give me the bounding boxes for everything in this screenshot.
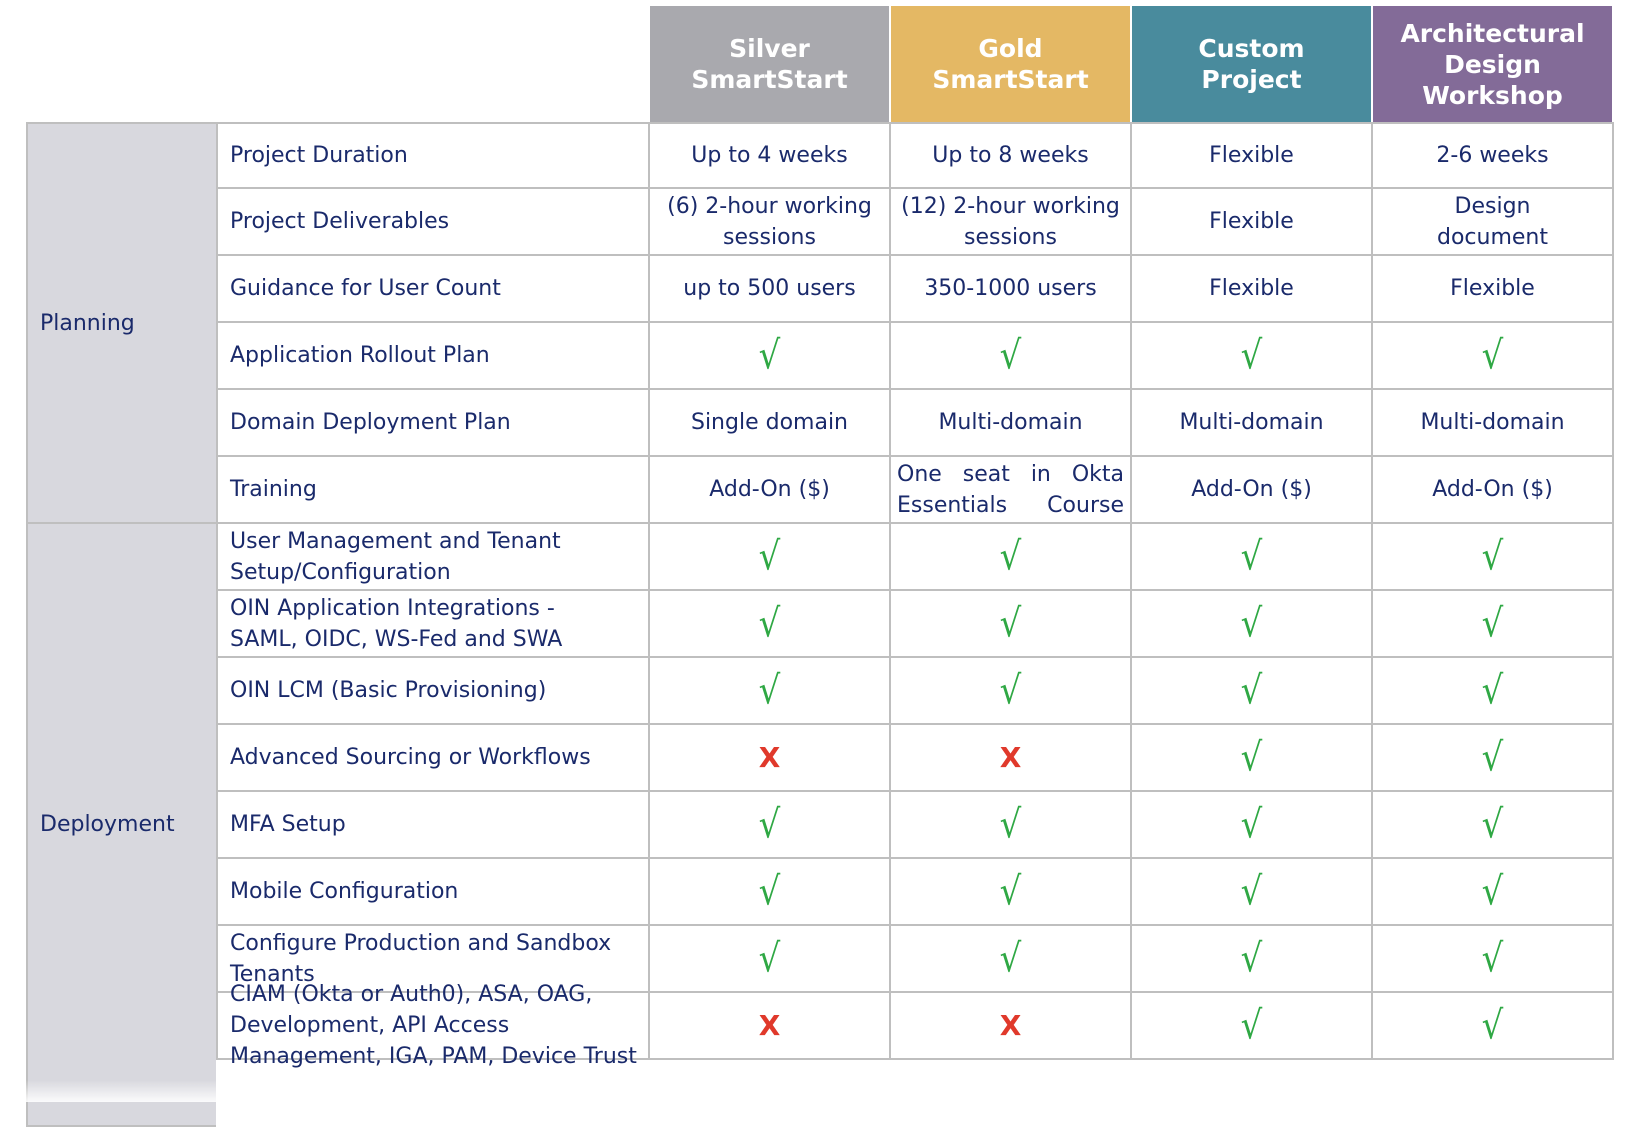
value-cell xyxy=(891,524,1132,591)
column-header-gold-smartstart xyxy=(891,6,1132,122)
feature-cell xyxy=(216,256,650,323)
value-cell xyxy=(891,859,1132,926)
check-icon: √ xyxy=(1240,332,1263,379)
check-icon: √ xyxy=(1481,667,1504,714)
value-text: (6) 2-hour working sessions xyxy=(667,193,872,250)
value-text: Design document xyxy=(1437,193,1548,250)
value-cell xyxy=(650,524,891,591)
check-icon: √ xyxy=(999,667,1022,714)
value-cell xyxy=(1132,926,1373,993)
value-cell xyxy=(1132,524,1373,591)
value-text: 350-1000 users xyxy=(924,276,1097,301)
feature-label: OIN LCM (Basic Provisioning) xyxy=(230,678,547,703)
check-icon: √ xyxy=(758,600,781,647)
value-text: Multi-domain xyxy=(938,410,1083,435)
value-cell xyxy=(1132,390,1373,457)
category-deployment xyxy=(26,524,216,1127)
check-icon: √ xyxy=(999,533,1022,580)
value-text: Multi-domain xyxy=(1420,410,1565,435)
value-cell xyxy=(891,792,1132,859)
feature-label: Application Rollout Plan xyxy=(230,343,490,368)
value-cell xyxy=(650,256,891,323)
check-icon: √ xyxy=(999,801,1022,848)
value-cell xyxy=(891,993,1132,1060)
value-text: Add-On ($) xyxy=(1432,477,1553,502)
value-cell xyxy=(650,926,891,993)
value-cell xyxy=(1132,591,1373,658)
check-icon: √ xyxy=(999,332,1022,379)
value-text: up to 500 users xyxy=(683,276,856,301)
cross-icon: X xyxy=(999,740,1022,774)
value-cell xyxy=(650,457,891,524)
feature-cell xyxy=(216,457,650,524)
value-cell xyxy=(650,390,891,457)
feature-label: Guidance for User Count xyxy=(230,276,501,301)
value-text: Flexible xyxy=(1450,276,1535,301)
value-cell xyxy=(1132,792,1373,859)
feature-label: User Management and Tenant Setup/Configuration xyxy=(230,528,561,585)
check-icon: √ xyxy=(1481,600,1504,647)
value-cell xyxy=(1373,859,1614,926)
check-icon: √ xyxy=(758,667,781,714)
value-text: 2-6 weeks xyxy=(1436,143,1549,168)
value-cell xyxy=(650,993,891,1060)
value-text: Up to 8 weeks xyxy=(932,143,1089,168)
column-header-silver-smartstart xyxy=(650,6,891,122)
value-text: Flexible xyxy=(1209,276,1294,301)
column-header-custom-project xyxy=(1132,6,1373,122)
feature-cell xyxy=(216,524,650,591)
feature-cell xyxy=(216,189,650,256)
feature-label: Project Deliverables xyxy=(230,209,450,234)
column-header-label: Gold SmartStart xyxy=(932,34,1089,94)
value-cell xyxy=(1373,323,1614,390)
feature-label: Project Duration xyxy=(230,143,408,168)
value-cell xyxy=(650,189,891,256)
feature-label: CIAM (Okta or Auth0), ASA, OAG, Development, API Access Management, IGA, PAM, Device Trust xyxy=(230,982,637,1069)
value-cell xyxy=(1373,792,1614,859)
check-icon: √ xyxy=(999,600,1022,647)
value-cell xyxy=(650,122,891,189)
value-cell xyxy=(891,390,1132,457)
cross-icon: X xyxy=(758,740,781,774)
check-icon: √ xyxy=(1481,801,1504,848)
value-text: (12) 2-hour working sessions xyxy=(901,193,1120,250)
check-icon: √ xyxy=(1240,600,1263,647)
feature-label: Mobile Configuration xyxy=(230,879,459,904)
value-text: Flexible xyxy=(1209,209,1294,234)
value-cell xyxy=(650,323,891,390)
value-cell xyxy=(650,591,891,658)
feature-label: Domain Deployment Plan xyxy=(230,410,511,435)
check-icon: √ xyxy=(1240,868,1263,915)
check-icon: √ xyxy=(1240,935,1263,982)
value-cell xyxy=(650,792,891,859)
cross-icon: X xyxy=(999,1008,1022,1042)
feature-cell xyxy=(216,982,650,1069)
value-cell xyxy=(1373,122,1614,189)
value-text: One seat in Okta Essentials Course xyxy=(897,461,1124,518)
value-text: Up to 4 weeks xyxy=(691,143,848,168)
cross-icon: X xyxy=(758,1008,781,1042)
feature-label: OIN Application Integrations - SAML, OIDC, WS-Fed and SWA xyxy=(230,595,563,652)
column-header-label: Custom Project xyxy=(1198,34,1305,94)
value-cell xyxy=(1373,993,1614,1060)
check-icon: √ xyxy=(1240,667,1263,714)
check-icon: √ xyxy=(999,935,1022,982)
value-cell xyxy=(891,926,1132,993)
feature-cell xyxy=(216,792,650,859)
feature-label: Training xyxy=(230,477,317,502)
value-cell xyxy=(891,323,1132,390)
value-cell xyxy=(1132,859,1373,926)
value-cell xyxy=(891,189,1132,256)
feature-label: Configure Production and Sandbox Tenants xyxy=(230,930,612,987)
value-cell xyxy=(1373,189,1614,256)
value-text: Multi-domain xyxy=(1179,410,1324,435)
column-header-label: Architectural Design Workshop xyxy=(1400,18,1585,110)
feature-cell xyxy=(216,323,650,390)
column-header-architectural-design-workshop xyxy=(1373,6,1614,122)
value-cell xyxy=(1373,457,1614,524)
value-cell xyxy=(1373,524,1614,591)
feature-cell xyxy=(216,591,650,658)
value-cell xyxy=(1132,725,1373,792)
value-cell xyxy=(891,658,1132,725)
value-text: Add-On ($) xyxy=(709,477,830,502)
check-icon: √ xyxy=(758,868,781,915)
value-text: Add-On ($) xyxy=(1191,477,1312,502)
value-cell xyxy=(1373,390,1614,457)
check-icon: √ xyxy=(1481,1002,1504,1049)
value-text: Single domain xyxy=(690,410,849,435)
value-cell xyxy=(1132,993,1373,1060)
check-icon: √ xyxy=(1240,801,1263,848)
check-icon: √ xyxy=(1481,868,1504,915)
value-cell xyxy=(891,457,1132,524)
value-cell xyxy=(891,256,1132,323)
check-icon: √ xyxy=(1481,533,1504,580)
check-icon: √ xyxy=(1240,734,1263,781)
check-icon: √ xyxy=(1481,734,1504,781)
value-cell xyxy=(1132,256,1373,323)
category-label: Planning xyxy=(40,310,135,336)
check-icon: √ xyxy=(1481,935,1504,982)
check-icon: √ xyxy=(758,801,781,848)
feature-cell xyxy=(216,390,650,457)
value-cell xyxy=(650,859,891,926)
feature-label: MFA Setup xyxy=(230,812,346,837)
value-cell xyxy=(650,658,891,725)
value-cell xyxy=(891,725,1132,792)
check-icon: √ xyxy=(1240,533,1263,580)
check-icon: √ xyxy=(999,868,1022,915)
value-cell xyxy=(650,725,891,792)
check-icon: √ xyxy=(758,533,781,580)
value-cell xyxy=(1373,591,1614,658)
category-planning xyxy=(26,122,216,524)
check-icon: √ xyxy=(758,935,781,982)
feature-cell xyxy=(216,725,650,792)
feature-label: Advanced Sourcing or Workflows xyxy=(230,745,591,770)
feature-cell xyxy=(216,658,650,725)
value-cell xyxy=(891,591,1132,658)
check-icon: √ xyxy=(1481,332,1504,379)
value-cell xyxy=(1132,122,1373,189)
feature-cell xyxy=(216,859,650,926)
value-cell xyxy=(1132,658,1373,725)
value-cell xyxy=(1373,658,1614,725)
check-icon: √ xyxy=(1240,1002,1263,1049)
value-cell xyxy=(891,122,1132,189)
value-cell xyxy=(1132,323,1373,390)
value-cell xyxy=(1132,189,1373,256)
value-cell xyxy=(1132,457,1373,524)
category-label: Deployment xyxy=(40,812,175,837)
value-cell xyxy=(1373,725,1614,792)
feature-cell xyxy=(216,122,650,189)
check-icon: √ xyxy=(758,332,781,379)
value-text: Flexible xyxy=(1209,143,1294,168)
column-header-label: Silver SmartStart xyxy=(691,34,848,94)
value-cell xyxy=(1373,926,1614,993)
value-cell xyxy=(1373,256,1614,323)
